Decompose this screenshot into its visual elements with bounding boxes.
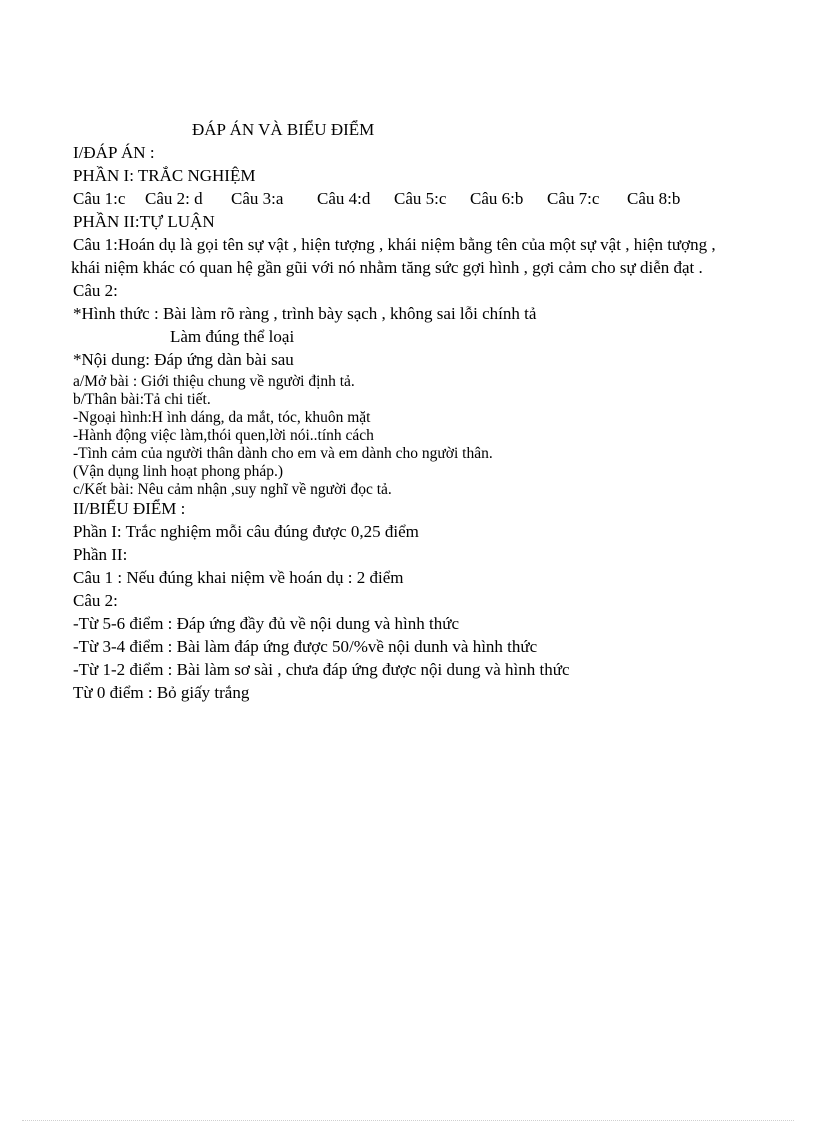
genre-criteria: Làm đúng thể loại bbox=[170, 327, 295, 346]
answer-item: Câu 2: d bbox=[145, 189, 203, 208]
answer-item: Câu 5:c bbox=[394, 189, 447, 208]
outline-item: (Vận dụng linh hoạt phong pháp.) bbox=[73, 463, 284, 480]
answer-item: Câu 4:d bbox=[317, 189, 371, 208]
document-title: ĐÁP ÁN VÀ BIỂU ĐIỂM bbox=[192, 120, 375, 139]
score-band: Từ 0 điểm : Bỏ giấy trắng bbox=[73, 683, 250, 702]
outline-item: c/Kết bài: Nêu cảm nhận ,suy nghĩ về người đọc tả. bbox=[73, 481, 392, 498]
part1-scoring: Phần I: Trắc nghiệm mỗi câu đúng được 0,25 điểm bbox=[73, 522, 419, 541]
answer-item: Câu 8:b bbox=[627, 189, 681, 208]
q1-answer-line: khái niệm khác có quan hệ gần gũi với nó nhằm tăng sức gợi hình , gợi cảm cho sự diễn đạt . bbox=[71, 258, 703, 277]
answer-item: Câu 3:a bbox=[231, 189, 284, 208]
outline-item: -Ngoại hình:H ình dáng, da mắt, tóc, khuôn mặt bbox=[73, 409, 371, 426]
outline-item: b/Thân bài:Tả chi tiết. bbox=[73, 391, 211, 408]
score-band: -Từ 3-4 điểm : Bài làm đáp ứng được 50/%về nội dunh và hình thức bbox=[73, 637, 538, 656]
part2-label: Phần II: bbox=[73, 545, 128, 564]
score-band: -Từ 5-6 điểm : Đáp ứng đầy đủ về nội dung và hình thức bbox=[73, 614, 459, 633]
answer-item: Câu 6:b bbox=[470, 189, 524, 208]
answer-row bbox=[73, 189, 680, 209]
part1-heading: PHẦN I: TRẮC NGHIỆM bbox=[73, 166, 256, 185]
q2-scoring-label: Câu 2: bbox=[73, 591, 118, 610]
form-criteria: *Hình thức : Bài làm rõ ràng , trình bày sạch , không sai lỗi chính tả bbox=[73, 304, 537, 323]
outline-item: a/Mở bài : Giới thiệu chung về người định tả. bbox=[73, 373, 355, 390]
part2-heading: PHẦN II:TỰ LUẬN bbox=[73, 212, 215, 231]
outline-item: -Hành động việc làm,thói quen,lời nói..tính cách bbox=[73, 427, 374, 444]
q2-label: Câu 2: bbox=[73, 281, 118, 300]
answer-item: Câu 7:c bbox=[547, 189, 600, 208]
q1-answer-line: Câu 1:Hoán dụ là gọi tên sự vật , hiện tượng , khái niệm bằng tên của một sự vật , hiện tượng , bbox=[73, 235, 716, 254]
q1-scoring: Câu 1 : Nếu đúng khai niệm về hoán dụ : 2 điểm bbox=[73, 568, 404, 587]
scoring-heading: II/BIỂU ĐIỂM : bbox=[73, 499, 186, 518]
score-band: -Từ 1-2 điểm : Bài làm sơ sài , chưa đáp ứng được nội dung và hình thức bbox=[73, 660, 570, 679]
answer-key-heading: I/ĐÁP ÁN : bbox=[73, 143, 155, 162]
content-criteria: *Nội dung: Đáp ứng dàn bài sau bbox=[73, 350, 294, 369]
outline-item: -Tình cảm của người thân dành cho em và em dành cho người thân. bbox=[73, 445, 493, 462]
page-bottom-rule bbox=[22, 1120, 794, 1121]
answer-item: Câu 1:c bbox=[73, 189, 126, 208]
